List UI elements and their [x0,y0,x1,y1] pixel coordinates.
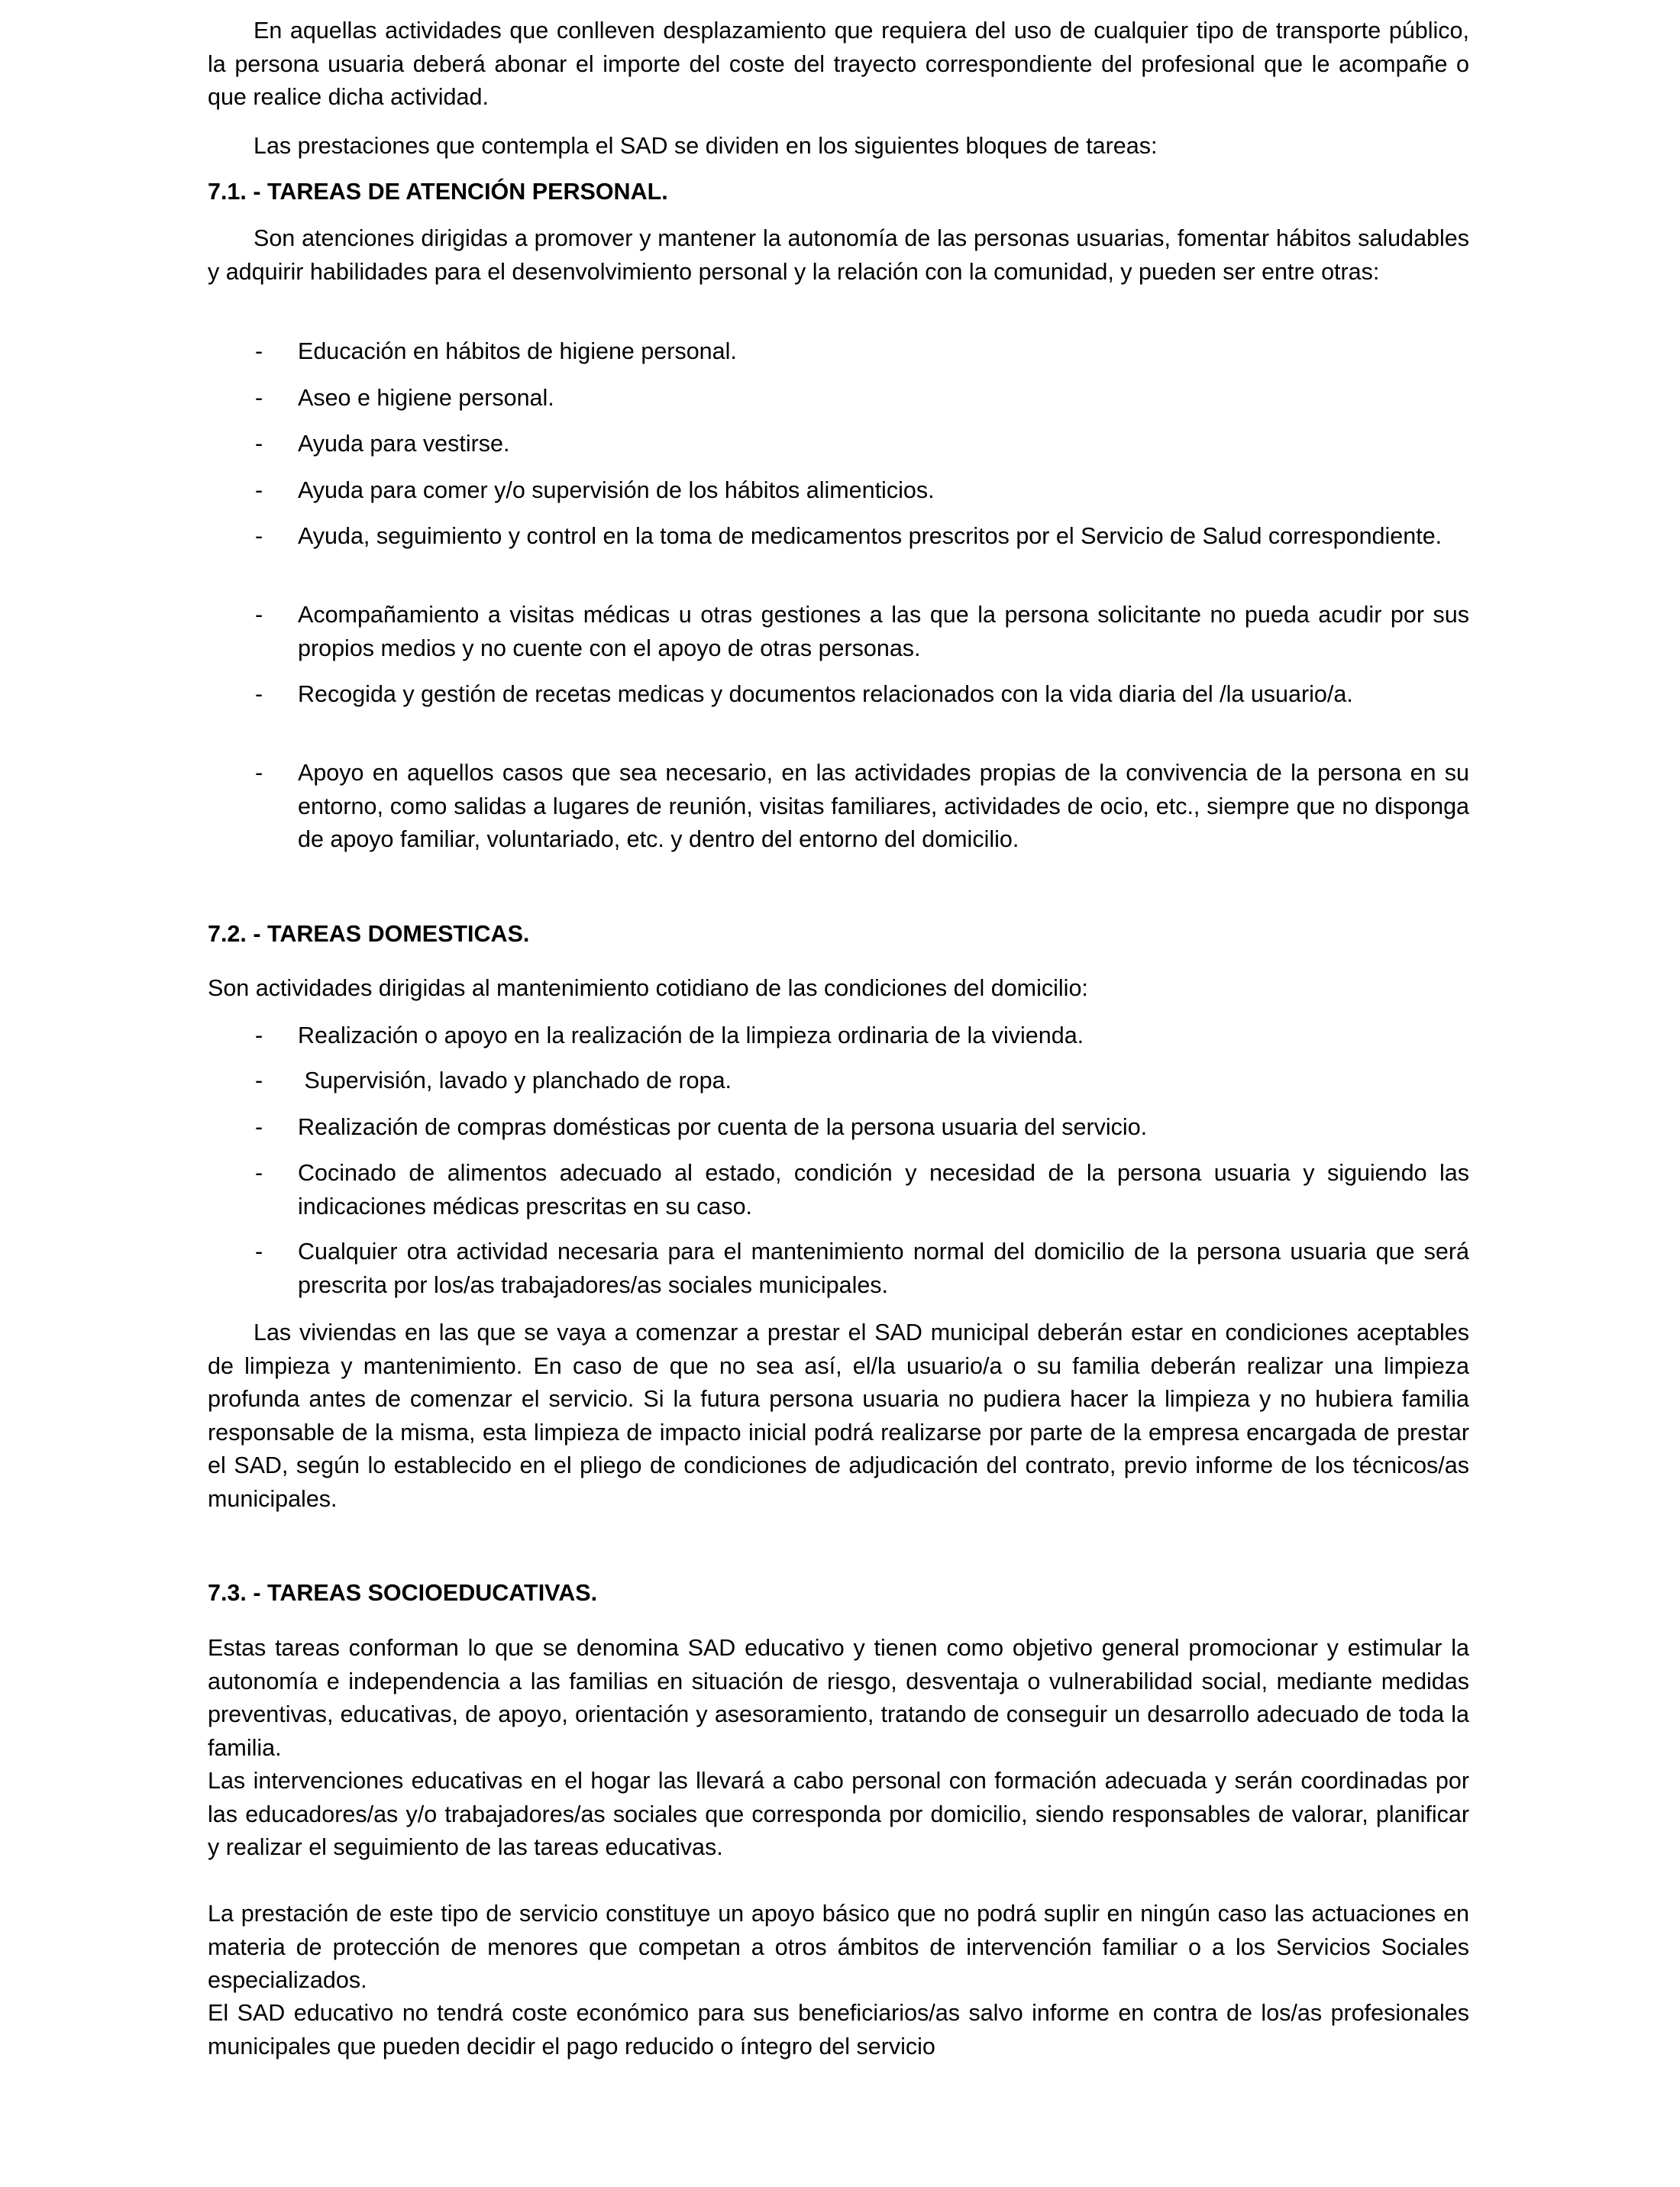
list-item [208,757,1469,857]
list-item-text: Ayuda para vestirse. [298,431,510,457]
bullet-dash: - [255,602,263,628]
paragraph-transport-cost: En aquellas actividades que conlleven desplazamiento que requiera del uso de cualquier tipo de transporte público, la persona usuaria deberá abonar el importe del coste del trayecto correspondiente del profesional que le acompañe o que realice dicha actividad. [208,18,1469,110]
section-7-2-intro: Son actividades dirigidas al mantenimiento cotidiano de las condiciones del domicilio: [208,975,1088,1001]
list-item [208,678,1469,712]
list-item [208,474,1469,508]
section-7-1-intro: Son atenciones dirigidas a promover y mantener la autonomía de las personas usuarias, fomentar hábitos saludables y adquirir habilidades para el desenvolvimiento personal y la relación con la comunidad, y pueden ser entre otras: [208,225,1469,285]
list-item-text: Acompañamiento a visitas médicas u otras gestiones a las que la persona solicitante no pueda acudir por sus propios medios y no cuente con el apoyo de otras personas. [298,602,1469,661]
section-heading-7-1: 7.1. - TAREAS DE ATENCIÓN PERSONAL. [208,179,668,205]
list-item [208,1157,1469,1223]
list-item-text: Ayuda, seguimiento y control en la toma de medicamentos prescritos por el Servicio de Salud correspondiente. [298,523,1443,549]
list-item-text: Realización o apoyo en la realización de la limpieza ordinaria de la vivienda. [298,1022,1084,1048]
bullet-dash: - [255,1068,263,1094]
bullet-dash: - [255,477,263,503]
bullet-dash: - [255,681,263,707]
section-7-3-paragraph: Estas tareas conforman lo que se denomina SAD educativo y tienen como objetivo general promocionar y estimular la autonomía e independencia a las familias en situación de riesgo, desventaja o vulnerabilidad social, mediante medidas preventivas, educativas, de apoyo, orientación y asesoramiento, tratando de conseguir un desarrollo adecuado de toda la familia. [208,1635,1469,1761]
list-item [208,1064,1469,1098]
bullet-dash: - [255,760,263,786]
section-heading-7-2: 7.2. - TAREAS DOMESTICAS. [208,921,530,947]
list-item-text: Educación en hábitos de higiene personal. [298,338,737,364]
list-item-text: Recogida y gestión de recetas medicas y documentos relacionados con la vida diaria del /la usuario/a. [298,681,1353,707]
list-item [208,1019,1469,1053]
section-heading-7-3: 7.3. - TAREAS SOCIOEDUCATIVAS. [208,1580,598,1606]
list-item-text: Apoyo en aquellos casos que sea necesario, en las actividades propias de la convivencia de la persona en su entorno, como salidas a lugares de reunión, visitas familiares, actividades de ocio, etc., siempre que no disponga de apoyo familiar, voluntariado, etc. y dentro del entorno del domicilio. [298,760,1469,852]
list-item [208,335,1469,369]
section-7-2-closing: Las viviendas en las que se vaya a comenzar a prestar el SAD municipal deberán estar en condiciones aceptables de limpieza y mantenimiento. En caso de que no sea así, el/la usuario/a o su familia deberán realizar una limpieza profunda antes de comenzar el servicio. Si la futura persona usuaria no pudiera hacer la limpieza y no hubiera familia responsable de la misma, esta limpieza de impacto inicial podrá realizarse por parte de la empresa encargada de prestar el SAD, según lo establecido en el pliego de condiciones de adjudicación del contrato, previo informe de los técnicos/as municipales. [208,1320,1469,1512]
bullet-dash: - [255,338,263,364]
list-item [208,520,1469,554]
bullet-dash: - [255,523,263,549]
list-item-text: Cualquier otra actividad necesaria para el mantenimiento normal del domicilio de la persona usuaria que será prescrita por los/as trabajadores/as sociales municipales. [298,1239,1469,1298]
bullet-dash: - [255,1022,263,1048]
list-item-text: Supervisión, lavado y planchado de ropa. [298,1068,732,1094]
list-item-text: Realización de compras domésticas por cuenta de la persona usuaria del servicio. [298,1114,1148,1140]
list-item [208,1111,1469,1145]
bullet-dash: - [255,1239,263,1265]
list-item-text: Ayuda para comer y/o supervisión de los hábitos alimenticios. [298,477,935,503]
bullet-dash: - [255,1160,263,1186]
list-item [208,1236,1469,1302]
bullet-dash: - [255,1114,263,1140]
paragraph-task-blocks: Las prestaciones que contempla el SAD se dividen en los siguientes bloques de tareas: [254,133,1158,159]
section-7-3-paragraph: Las intervenciones educativas en el hogar las llevará a cabo personal con formación adecuada y serán coordinadas por las educadores/as y/o trabajadores/as sociales que corresponda por domicilio, siendo responsables de valorar, planificar y realizar el seguimiento de las tareas educativas. [208,1768,1469,1860]
bullet-dash: - [255,431,263,457]
list-item [208,428,1469,461]
bullet-dash: - [255,385,263,411]
section-7-3-paragraph: El SAD educativo no tendrá coste económico para sus beneficiarios/as salvo informe en contra de los/as profesionales municipales que pueden decidir el pago reducido o íntegro del servicio [208,2000,1469,2059]
list-item-text: Aseo e higiene personal. [298,385,554,411]
list-item [208,382,1469,415]
list-item-text: Cocinado de alimentos adecuado al estado, condición y necesidad de la persona usuaria y siguiendo las indicaciones médicas prescritas en su caso. [298,1160,1469,1219]
section-7-3-paragraph: La prestación de este tipo de servicio constituye un apoyo básico que no podrá suplir en ningún caso las actuaciones en materia de protección de menores que competan a otros ámbitos de intervención familiar o a los Servicios Sociales especializados. [208,1901,1469,1993]
list-item [208,599,1469,665]
